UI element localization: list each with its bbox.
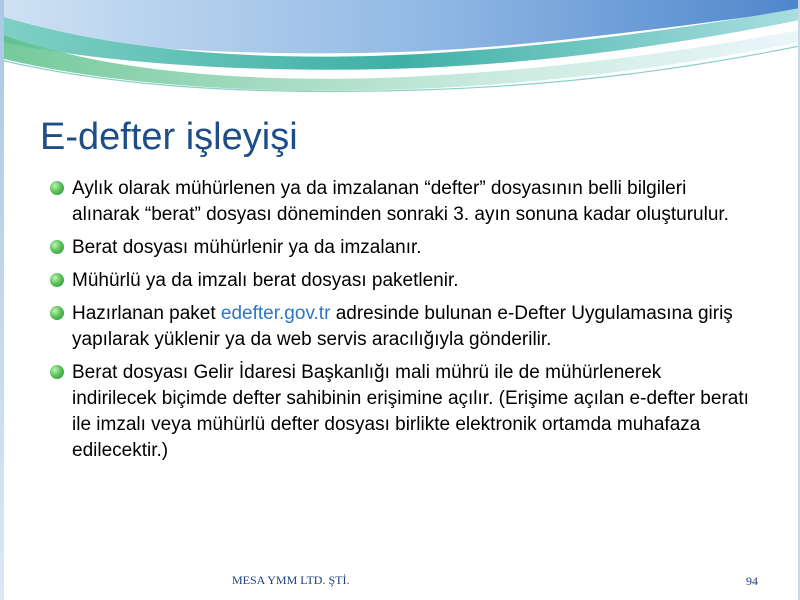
left-border-decoration — [0, 0, 4, 600]
bullet-text: Berat dosyası Gelir İdaresi Başkanlığı mali mührü ile de mühürlenerek indirilecek biçimde defter sahibinin erişimine açılır. (Erişime açılan e-defter beratı ile imzalı veya mühürlü defter dosyası birlikte elektronik ortamda muhafaza edilecektir.) — [72, 362, 749, 461]
green-round-bullet-icon — [50, 181, 64, 195]
bullet-item — [50, 301, 750, 353]
bullet-item — [50, 176, 750, 228]
bullet-text: Aylık olarak mühürlenen ya da imzalanan “defter” dosyasının belli bilgileri alınarak “berat” dosyası döneminden sonraki 3. ayın sonuna kadar oluşturulur. — [72, 178, 729, 225]
edefter-link[interactable]: edefter.gov.tr — [220, 303, 331, 324]
bullet-item — [50, 268, 750, 294]
bullet-list — [50, 176, 750, 471]
footer-company: MESA YMM LTD. ŞTİ. — [232, 573, 350, 587]
bullet-item — [50, 360, 750, 464]
bullet-text: Berat dosyası mühürlenir ya da imzalanır. — [72, 237, 422, 258]
bullet-text: Mühürlü ya da imzalı berat dosyası paketlenir. — [72, 270, 459, 291]
green-round-bullet-icon — [50, 306, 64, 320]
green-round-bullet-icon — [50, 273, 64, 287]
green-round-bullet-icon — [50, 240, 64, 254]
green-round-bullet-icon — [50, 365, 64, 379]
page-number: 94 — [746, 574, 758, 588]
bullet-text-before-link: Hazırlanan paket — [72, 303, 221, 324]
header-wave-decoration — [0, 0, 800, 95]
bullet-text-after-link: adresinde bulunan e-Defter Uygulamasına giriş yapılarak yüklenir ya da web servis aracılığıyla gönderilir. — [72, 303, 733, 350]
slide-title: E-defter işleyişi — [40, 116, 298, 158]
bullet-item — [50, 235, 750, 261]
